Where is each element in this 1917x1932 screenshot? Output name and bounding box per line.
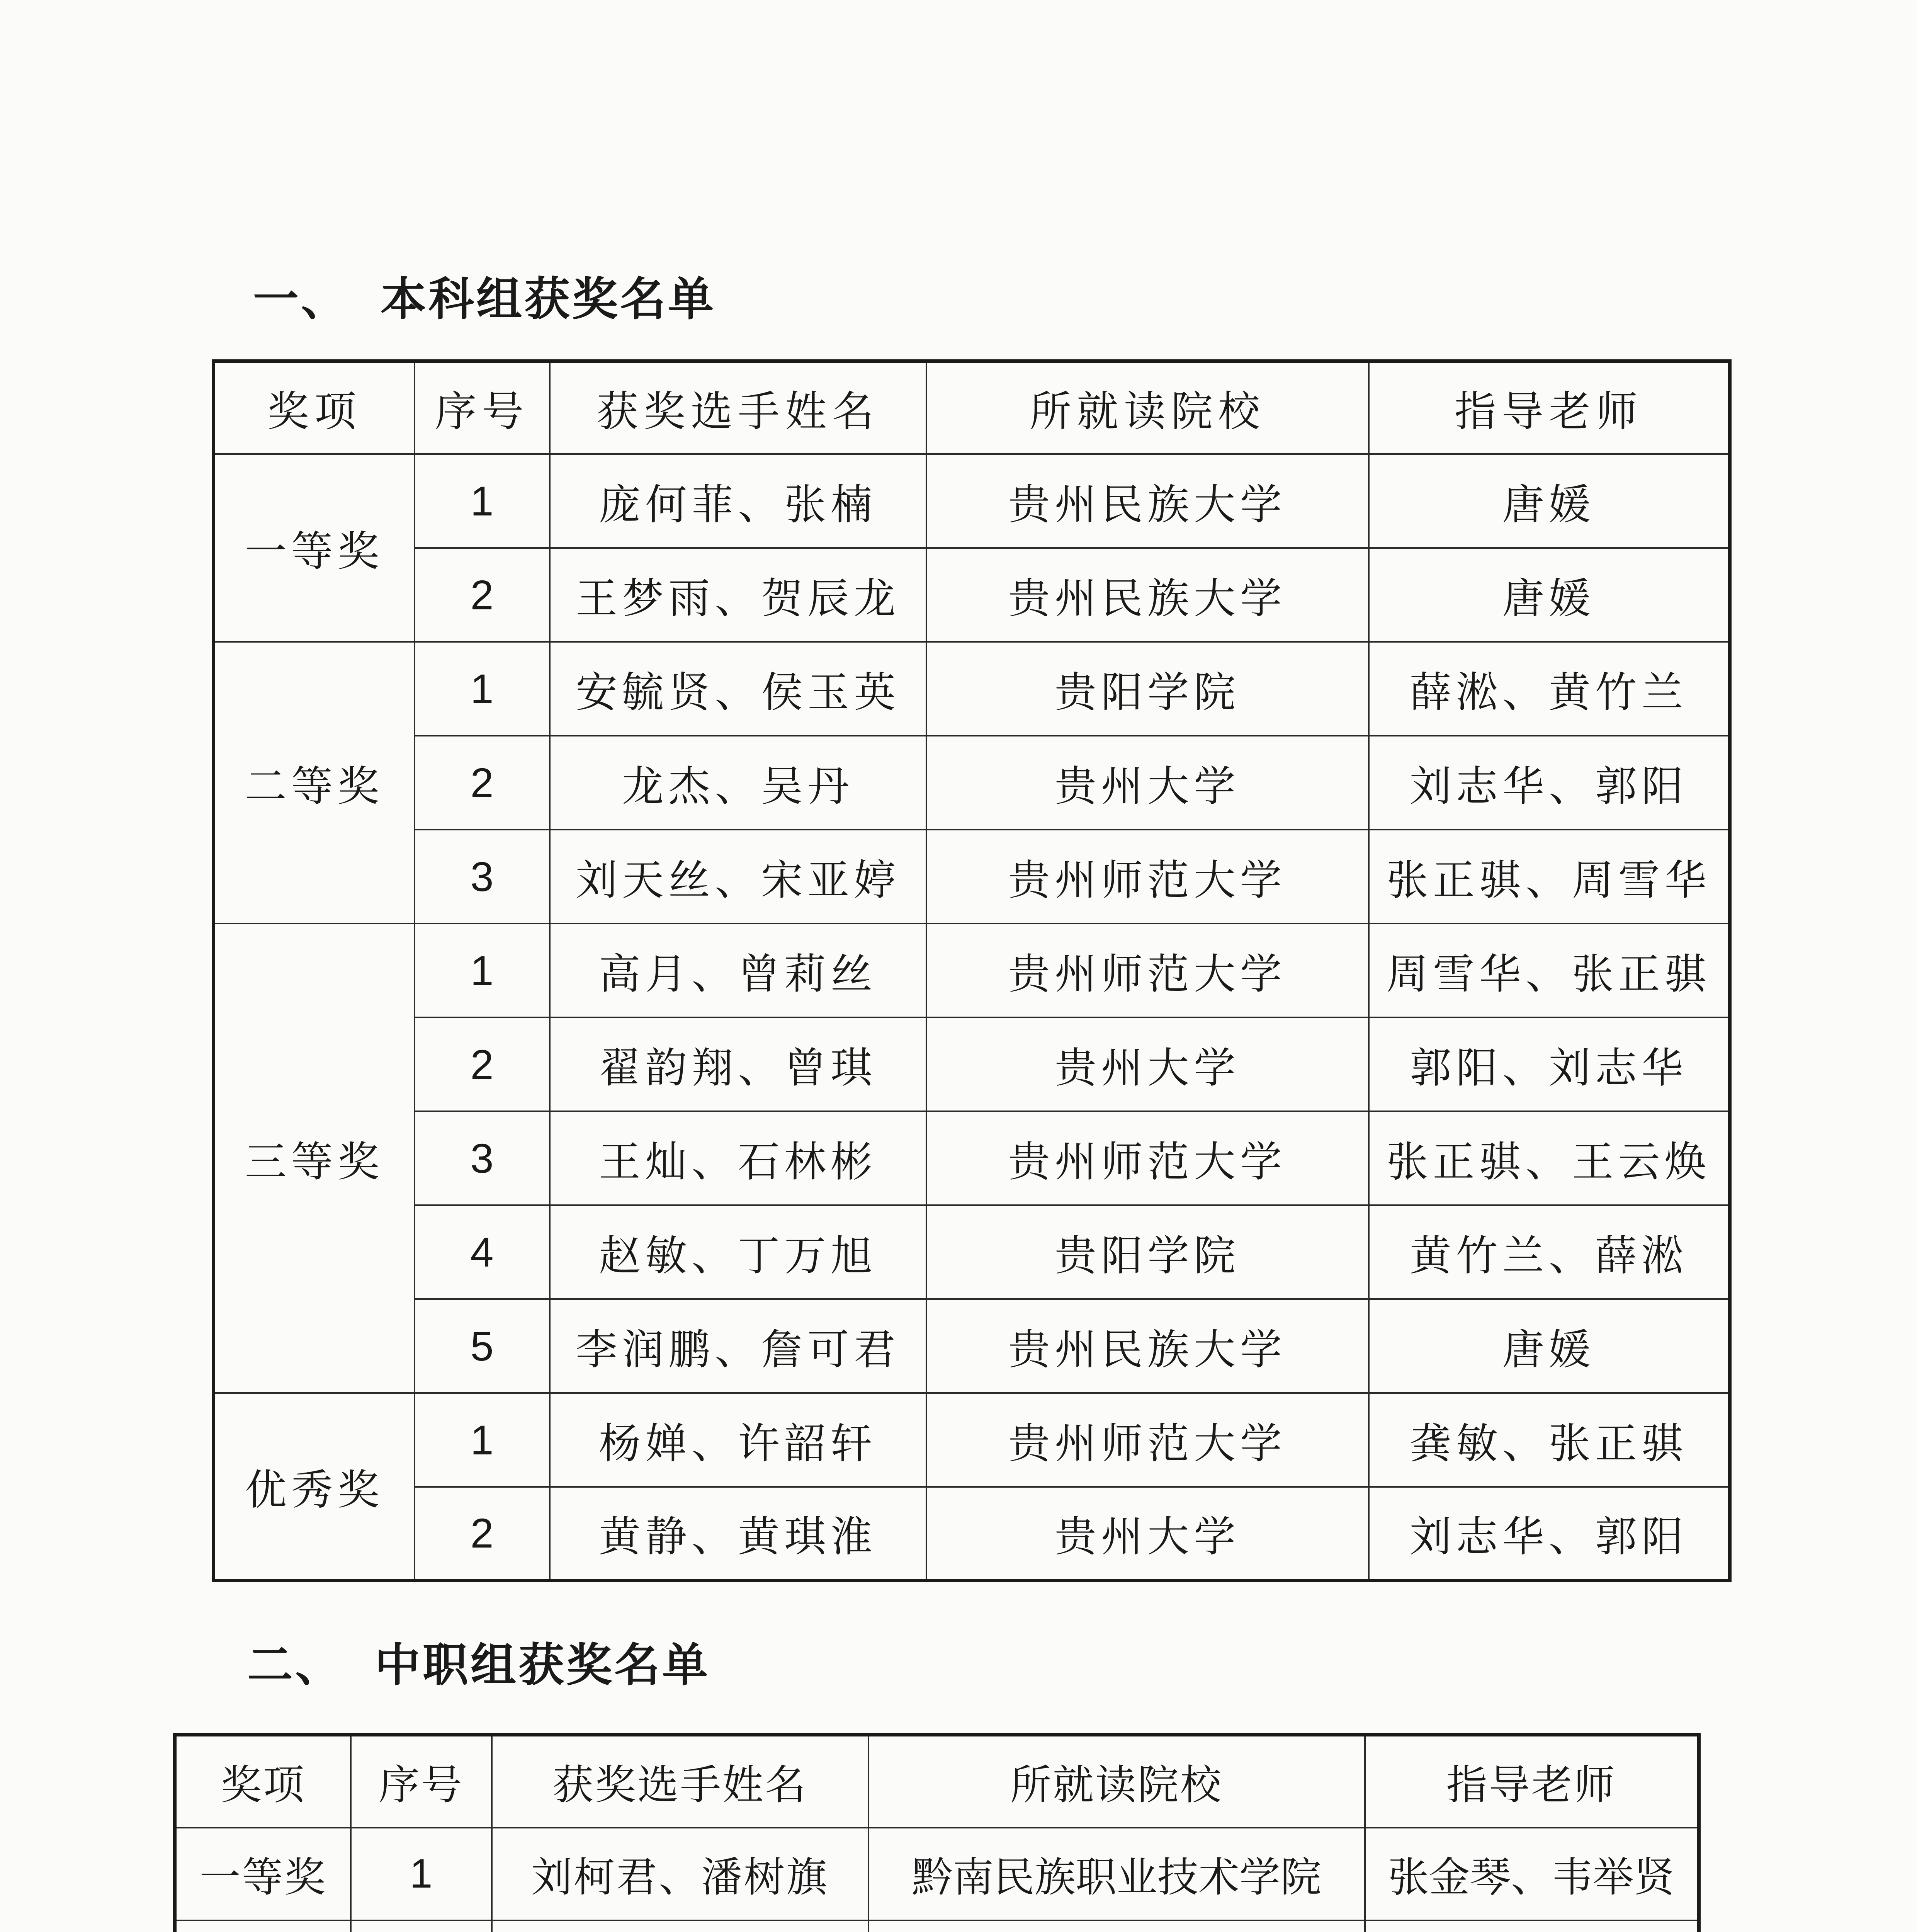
header-index: 序号 [415, 361, 550, 454]
index-cell: 2 [415, 548, 550, 642]
index-cell: 2 [415, 736, 550, 830]
teacher-cell: 唐媛 [1369, 1299, 1730, 1393]
section-heading-undergraduate: 一、 本科组获奖名单 [253, 272, 716, 326]
teacher-cell: 唐媛 [1369, 548, 1730, 642]
table-row [214, 548, 1730, 642]
teacher-cell: 刘志华、郭阳 [1369, 1487, 1730, 1581]
table-row [214, 736, 1730, 830]
names-cell: 杨婵、许韶轩 [550, 1393, 926, 1487]
names-cell: 赵敏、丁万旭 [550, 1205, 926, 1299]
school-cell: 贵州大学 [926, 1487, 1369, 1581]
index-cell: 5 [415, 1299, 550, 1393]
table-row [214, 1205, 1730, 1299]
school-cell: 贵州师范大学 [926, 830, 1369, 923]
table-row [175, 1920, 1699, 1932]
table-row [214, 642, 1730, 736]
section-heading-vocational: 二、 中职组获奖名单 [247, 1638, 710, 1692]
award-level-cell: 优秀奖 [214, 1393, 415, 1581]
names-cell: 刘柯君、潘树旗 [492, 1828, 868, 1920]
names-cell: 王灿、石林彬 [550, 1111, 926, 1205]
school-cell: 贵州师范大学 [926, 1393, 1369, 1487]
award-level-cell: 一等奖 [175, 1828, 351, 1920]
award-level-cell: 三等奖 [214, 923, 415, 1393]
names-cell: 高月、曾莉丝 [550, 923, 926, 1017]
table-row [214, 830, 1730, 923]
school-cell: 贵州民族大学 [926, 1299, 1369, 1393]
teacher-cell: 唐媛 [1369, 454, 1730, 548]
table-row [214, 1017, 1730, 1111]
school-cell: 贵州师范大学 [926, 923, 1369, 1017]
names-cell: 庞何菲、张楠 [550, 454, 926, 548]
index-cell: 1 [415, 1393, 550, 1487]
award-level-cell: 二等奖 [214, 642, 415, 923]
teacher-cell [1365, 1920, 1699, 1932]
header-teacher: 指导老师 [1365, 1735, 1699, 1828]
header-school: 所就读院校 [868, 1735, 1365, 1828]
names-cell: 黄静、黄琪淮 [550, 1487, 926, 1581]
table-row [214, 1393, 1730, 1487]
vocational-award-table [173, 1733, 1701, 1932]
teacher-cell: 张正骐、周雪华 [1369, 830, 1730, 923]
names-cell: 安毓贤、侯玉英 [550, 642, 926, 736]
undergraduate-award-table [212, 359, 1732, 1582]
index-cell: 1 [351, 1828, 492, 1920]
names-cell: 龙杰、吴丹 [550, 736, 926, 830]
school-cell: 贵阳学院 [926, 1205, 1369, 1299]
table-header-row [214, 361, 1730, 454]
index-cell: 3 [415, 830, 550, 923]
names-cell: 李润鹏、詹可君 [550, 1299, 926, 1393]
index-cell: 1 [415, 923, 550, 1017]
table-row [214, 1487, 1730, 1581]
index-cell: 1 [415, 454, 550, 548]
index-cell: 3 [415, 1111, 550, 1205]
teacher-cell: 龚敏、张正骐 [1369, 1393, 1730, 1487]
index-cell: 4 [415, 1205, 550, 1299]
teacher-cell: 刘志华、郭阳 [1369, 736, 1730, 830]
school-cell [868, 1920, 1365, 1932]
names-cell: 王梦雨、贺辰龙 [550, 548, 926, 642]
teacher-cell: 郭阳、刘志华 [1369, 1017, 1730, 1111]
index-cell: 2 [415, 1017, 550, 1111]
table-row [214, 1111, 1730, 1205]
header-award: 奖项 [214, 361, 415, 454]
award-level-cell: 一等奖 [214, 454, 415, 642]
teacher-cell: 张正骐、王云焕 [1369, 1111, 1730, 1205]
school-cell: 贵州民族大学 [926, 548, 1369, 642]
names-cell: 刘天丝、宋亚婷 [550, 830, 926, 923]
school-cell: 贵州大学 [926, 736, 1369, 830]
award-level-cell [175, 1920, 351, 1932]
index-cell: 2 [415, 1487, 550, 1581]
table-row [214, 454, 1730, 548]
names-cell [492, 1920, 868, 1932]
teacher-cell: 黄竹兰、薛淞 [1369, 1205, 1730, 1299]
school-cell: 贵州师范大学 [926, 1111, 1369, 1205]
header-index: 序号 [351, 1735, 492, 1828]
teacher-cell: 薛淞、黄竹兰 [1369, 642, 1730, 736]
school-cell: 贵州民族大学 [926, 454, 1369, 548]
header-teacher: 指导老师 [1369, 361, 1730, 454]
table-row [175, 1828, 1699, 1920]
school-cell: 贵州大学 [926, 1017, 1369, 1111]
table-row [214, 923, 1730, 1017]
header-names: 获奖选手姓名 [492, 1735, 868, 1828]
index-cell [351, 1920, 492, 1932]
school-cell: 贵阳学院 [926, 642, 1369, 736]
header-school: 所就读院校 [926, 361, 1369, 454]
table-header-row [175, 1735, 1699, 1828]
index-cell: 1 [415, 642, 550, 736]
header-names: 获奖选手姓名 [550, 361, 926, 454]
teacher-cell: 周雪华、张正骐 [1369, 923, 1730, 1017]
names-cell: 翟韵翔、曾琪 [550, 1017, 926, 1111]
header-award: 奖项 [175, 1735, 351, 1828]
table-row [214, 1299, 1730, 1393]
school-cell: 黔南民族职业技术学院 [868, 1828, 1365, 1920]
teacher-cell: 张金琴、韦举贤 [1365, 1828, 1699, 1920]
